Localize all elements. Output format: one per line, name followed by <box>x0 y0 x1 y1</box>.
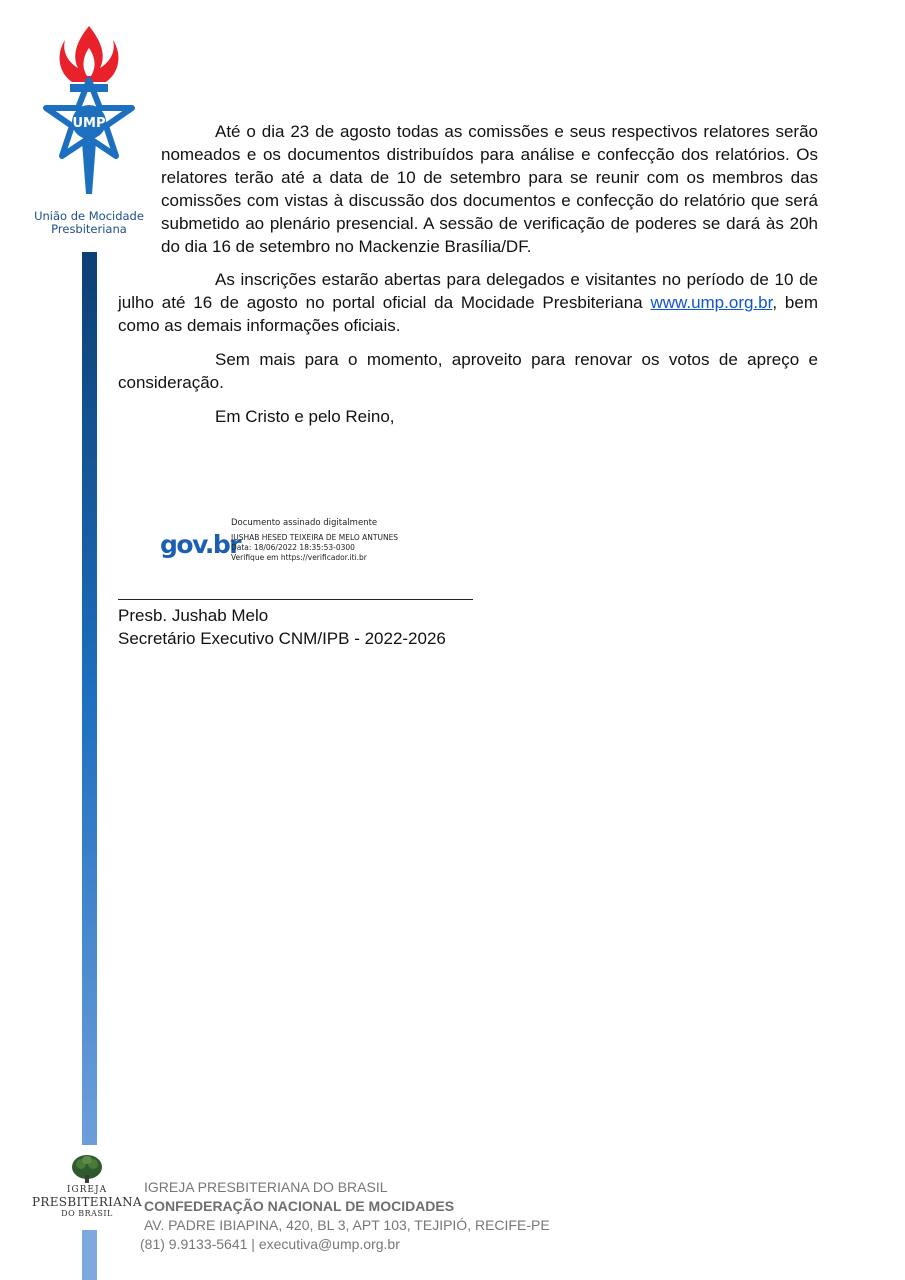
paragraph-2-text: As inscrições estarão abertas para delegados e visitantes no período de 10 de julho até 16 de agosto no portal oficial da Mocidade Presbiteriana <box>118 270 818 312</box>
paragraph-3-text: Sem mais para o momento, aproveito para renovar os votos de apreço e consideração. <box>118 350 818 392</box>
closing <box>118 405 818 428</box>
signature-line <box>118 599 473 600</box>
footer-org: IGREJA PRESBITERIANA DO BRASIL <box>144 1179 388 1195</box>
signer-role: Secretário Executivo CNM/IPB - 2022-2026 <box>118 629 446 648</box>
paragraph-1-text: Até o dia 23 de agosto todas as comissões e seus respectivos relatores serão nomeados e os documentos distribuídos para análise e confecção dos relatórios. Os relatores terão até a data de 10 de setembro para se reunir com os membros das comissões com vistas à discussão dos documentos e confecção do relatório que será submetido ao plenário presencial. A sessão de verificação de poderes se dará às 20h do dia 16 de setembro no Mackenzie Brasília/DF. <box>161 122 818 256</box>
govbr-logo-br: br <box>212 530 241 559</box>
govbr-logo-dot: . <box>204 530 213 559</box>
paragraph-2-tail: , bem como as demais informações oficiais. <box>118 293 818 335</box>
stamp-verify: Verifique em https://verificador.iti.br <box>231 553 367 562</box>
ipb-logo <box>22 1153 152 1223</box>
footer-address: AV. PADRE IBIAPINA, 420, BL 3, APT 103, TEJIPIÓ, RECIFE-PE <box>144 1217 550 1233</box>
closing-text: Em Cristo e pelo Reino, <box>215 407 395 426</box>
signer-block <box>118 604 446 650</box>
ipb-logo-text <box>22 1184 152 1220</box>
ipb-logo-line1: IGREJA <box>66 1185 108 1195</box>
ump-caption <box>20 210 158 236</box>
stamp-title: Documento assinado digitalmente <box>231 518 378 528</box>
footer <box>140 1178 550 1254</box>
svg-text:UMP: UMP <box>72 116 106 131</box>
ump-website-link[interactable]: www.ump.org.br <box>650 293 773 312</box>
paragraph-3 <box>118 348 818 394</box>
footer-confed: CONFEDERAÇÃO NACIONAL DE MOCIDADES <box>144 1198 455 1214</box>
stamp-signer: JUSHAB HESED TEIXEIRA DE MELO ANTUNES <box>231 533 399 542</box>
ump-caption-line2: Presbiteriana <box>51 222 127 236</box>
side-bar <box>82 252 97 1145</box>
paragraph-2 <box>118 268 818 337</box>
torch-star-icon <box>32 22 146 212</box>
footer-contact: (81) 9.9133-5641 | executiva@ump.org.br <box>140 1236 400 1252</box>
ipb-logo-line3: DO BRASIL <box>61 1209 113 1218</box>
ump-caption-line1: União de Mocidade <box>34 209 144 223</box>
stamp-text <box>231 518 398 563</box>
ipb-logo-line2: PRESBITERIANA <box>32 1195 142 1209</box>
govbr-logo-gov: gov <box>160 530 205 559</box>
stamp-date: Data: 18/06/2022 18:35:53-0300 <box>231 543 355 552</box>
digital-signature-stamp <box>160 516 460 572</box>
signer-name: Presb. Jushab Melo <box>118 606 269 625</box>
govbr-logo <box>160 530 240 559</box>
paragraph-1 <box>161 120 818 258</box>
side-bar-bottom <box>82 1230 97 1280</box>
burning-bush-icon <box>69 1153 105 1183</box>
